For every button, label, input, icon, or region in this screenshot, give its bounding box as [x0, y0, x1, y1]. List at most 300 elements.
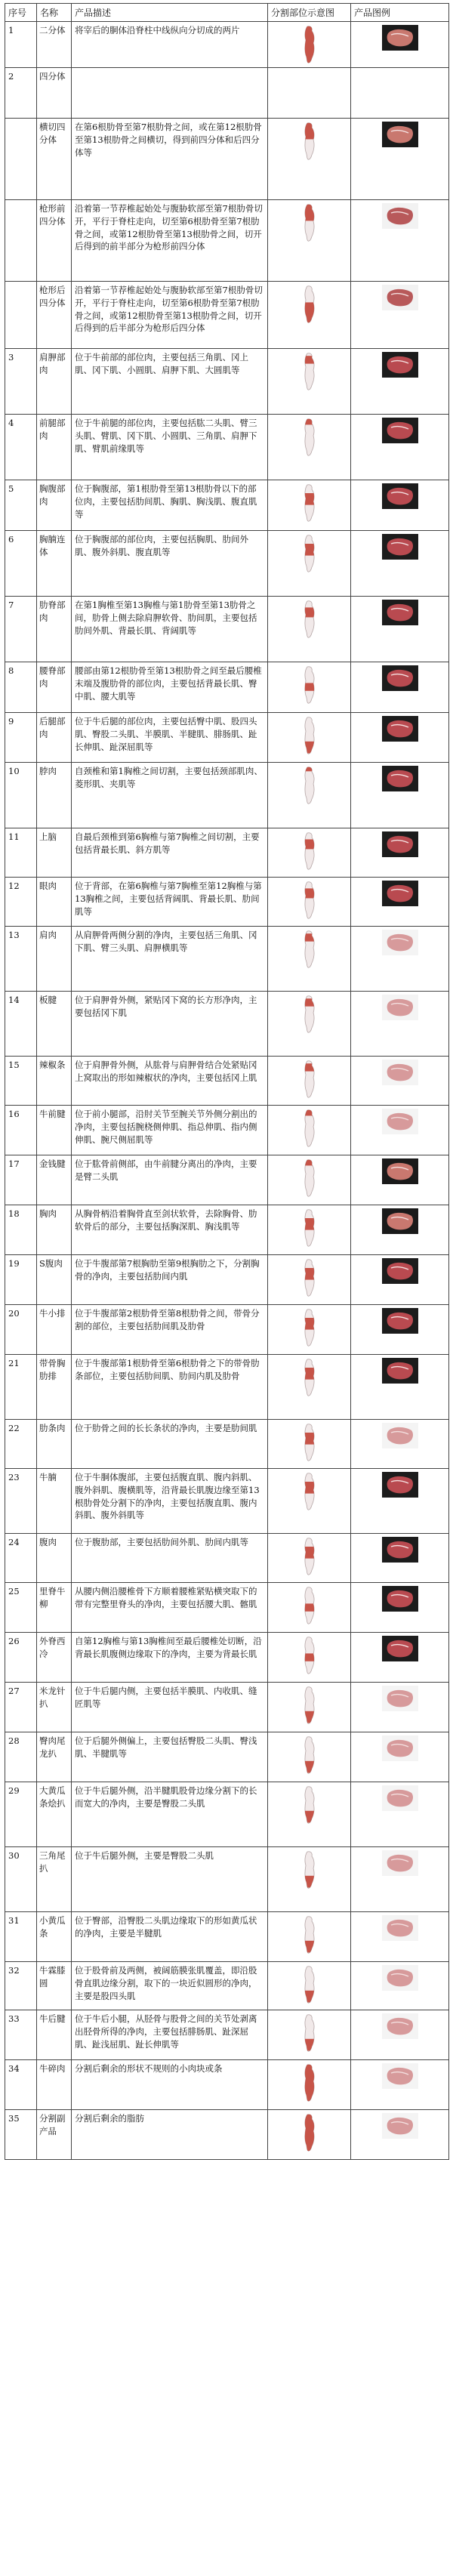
product-image-cell — [351, 1683, 449, 1732]
highlighted-cut-region — [301, 1941, 318, 1953]
row-number: 5 — [5, 480, 37, 531]
table-row — [5, 22, 449, 68]
cut-description: 位于牛后腿外侧，主要是臀股二头肌 — [72, 1847, 268, 1912]
cut-name: 米龙针扒 — [37, 1683, 72, 1732]
cut-description — [72, 68, 268, 119]
product-photo — [382, 1060, 418, 1085]
cut-name: 牛霖膝圆 — [37, 1962, 72, 2010]
row-number: 13 — [5, 927, 37, 992]
header-location-diagram: 分割部位示意图 — [268, 4, 351, 22]
carcass-outline — [304, 767, 313, 804]
location-diagram-cell — [268, 1732, 351, 1782]
row-number: 20 — [5, 1305, 37, 1355]
cut-description: 位于牛腹部第7根胸肋至第9根胸肋之下，分割胸骨的净肉，主要包括肋间内肌 — [72, 1255, 268, 1305]
product-photo — [382, 1208, 418, 1234]
carcass-silhouette — [301, 930, 318, 969]
meat-cut-shape — [387, 126, 412, 143]
highlighted-cut-region — [301, 1158, 318, 1165]
row-number: 26 — [5, 1633, 37, 1683]
meat-cut-shape — [387, 289, 412, 307]
table-row — [5, 1057, 449, 1106]
meat-cut-shape — [387, 1362, 412, 1380]
carcass-silhouette — [301, 665, 318, 705]
row-number: 28 — [5, 1732, 37, 1782]
highlighted-cut-region — [301, 1711, 318, 1723]
meat-cut-shape — [387, 770, 412, 788]
highlighted-cut-region — [301, 933, 318, 941]
product-image-cell — [351, 713, 449, 763]
table-row — [5, 1683, 449, 1732]
location-diagram-cell — [268, 531, 351, 597]
table-row — [5, 1469, 449, 1534]
table-row — [5, 1534, 449, 1583]
carcass-silhouette — [301, 1965, 318, 2004]
table-header-row — [5, 4, 449, 22]
highlighted-cut-region — [301, 742, 318, 754]
highlighted-cut-region — [301, 1991, 318, 2003]
cut-name: 辣椒条 — [37, 1057, 72, 1106]
row-number: 22 — [5, 1420, 37, 1469]
highlighted-cut-region — [301, 1268, 318, 1280]
carcass-silhouette — [301, 881, 318, 920]
row-number — [5, 119, 37, 200]
location-diagram-cell — [268, 1583, 351, 1633]
product-photo — [382, 352, 418, 378]
cut-description: 位于牛腹部第2根肋骨至第8根肋骨之间，带骨分割的部位，主要包括肋间肌及肋骨 — [72, 1305, 268, 1355]
carcass-silhouette — [301, 2013, 318, 2053]
row-number: 8 — [5, 662, 37, 713]
product-photo — [382, 665, 418, 691]
cut-description: 位于胸腹部的部位肉，主要包括胸肌、肋间外肌、腹外斜肌、腹直肌等 — [72, 531, 268, 597]
location-diagram-cell — [268, 1155, 351, 1205]
meat-cut-shape — [387, 720, 412, 738]
carcass-silhouette — [301, 716, 318, 755]
cut-name: 肋条肉 — [37, 1420, 72, 1469]
cut-description: 沿着第一节荐椎起始处与腹胁软部至第7根肋骨切开，平行于脊柱走向，切至第6根肋骨至第7根肋骨之间，或第12根肋骨至第13根肋骨之间，切开后得到的后半部分为枪形后四分体 — [72, 282, 268, 349]
highlighted-cut-region — [301, 1811, 318, 1823]
table-row — [5, 1205, 449, 1255]
row-number: 10 — [5, 763, 37, 828]
cut-name: 牛后腱 — [37, 2010, 72, 2060]
highlighted-cut-region — [301, 889, 318, 899]
highlighted-cut-region — [301, 1654, 318, 1661]
location-diagram-cell — [268, 1420, 351, 1469]
carcass-silhouette — [301, 1850, 318, 1890]
product-image-cell — [351, 1732, 449, 1782]
table-row — [5, 1782, 449, 1847]
highlighted-cut-region — [301, 122, 318, 139]
location-diagram-cell — [268, 597, 351, 662]
carcass-silhouette — [301, 600, 318, 639]
carcass-silhouette — [301, 766, 318, 805]
meat-cut-shape — [387, 1263, 412, 1280]
product-photo — [382, 203, 418, 229]
meat-cut-shape — [387, 670, 412, 687]
meat-cut-shape — [387, 836, 412, 853]
row-number: 31 — [5, 1912, 37, 1962]
carcass-outline — [304, 601, 313, 637]
location-diagram-cell — [268, 713, 351, 763]
table-row — [5, 662, 449, 713]
cut-description: 位于后腿外侧偏上，主要包括臀股二头肌、臀浅肌、半腱肌等 — [72, 1732, 268, 1782]
cut-description: 在第1胸椎至第13胸椎与第1肋骨至第13肋骨之间，肋骨上侧去除肩胛软骨、肋间肌，主要包括肋间外肌、背最长肌、背阔肌等 — [72, 597, 268, 662]
cuts-table-sheet — [5, 3, 448, 2160]
product-image-cell — [351, 282, 449, 349]
product-photo — [382, 1785, 418, 1811]
cut-description: 位于胸腹部，第1根肋骨至第13根肋骨以下的部位肉，主要包括肋间肌、胸肌、胸浅肌、腹直肌等 — [72, 480, 268, 531]
cut-name: 后腿部肉 — [37, 713, 72, 763]
cut-description: 从腰内侧沿腰椎骨下方顺着腰椎紧贴横突取下的带有完整里脊头的净肉，主要包括腰大肌、髂肌 — [72, 1583, 268, 1633]
header-desc: 产品描述 — [72, 4, 268, 22]
product-photo — [382, 1158, 418, 1184]
highlighted-cut-region — [301, 840, 318, 850]
table-row — [5, 1962, 449, 2010]
meat-cut-shape — [387, 208, 412, 225]
cut-description: 位于前小腿部，沿肘关节至腕关节外侧分割出的净肉，主要包括腕桡侧伸肌、指总伸肌、指内侧伸肌、腕尺侧屈肌等 — [72, 1106, 268, 1155]
row-number: 24 — [5, 1534, 37, 1583]
product-photo — [382, 1636, 418, 1661]
location-diagram-cell — [268, 282, 351, 349]
row-number: 15 — [5, 1057, 37, 1106]
product-photo — [382, 716, 418, 742]
meat-cut-shape — [387, 1541, 412, 1559]
row-number: 1 — [5, 22, 37, 68]
beef-cuts-table — [5, 3, 449, 2160]
cut-name: 腹肉 — [37, 1534, 72, 1583]
carcass-silhouette — [301, 122, 318, 161]
highlighted-cut-region — [301, 683, 318, 691]
cut-description: 分割后剩余的脂肪 — [72, 2110, 268, 2160]
highlighted-cut-region — [301, 25, 318, 64]
cut-name: 二分体 — [37, 22, 72, 68]
row-number: 21 — [5, 1355, 37, 1420]
row-number: 2 — [5, 68, 37, 119]
meat-cut-shape — [387, 422, 412, 440]
location-diagram-cell — [268, 1912, 351, 1962]
product-photo — [382, 1423, 418, 1448]
cut-name: 牛碎肉 — [37, 2060, 72, 2110]
highlighted-cut-region — [301, 1547, 318, 1559]
product-image-cell — [351, 22, 449, 68]
location-diagram-cell — [268, 2060, 351, 2110]
table-row — [5, 119, 449, 200]
table-row — [5, 282, 449, 349]
meat-cut-shape — [387, 999, 412, 1017]
product-photo — [382, 1686, 418, 1711]
cut-description: 在第6根肋骨至第7根肋骨之间，或在第12根肋骨至第13根肋骨之间横切，得到前四分体和后四分体等 — [72, 119, 268, 200]
table-row — [5, 1305, 449, 1355]
carcass-silhouette — [301, 1308, 318, 1347]
location-diagram-cell — [268, 2110, 351, 2160]
carcass-silhouette — [301, 1785, 318, 1825]
product-image-cell — [351, 349, 449, 415]
product-image-cell — [351, 927, 449, 992]
product-image-cell — [351, 1534, 449, 1583]
table-row — [5, 1155, 449, 1205]
location-diagram-cell — [268, 927, 351, 992]
meat-cut-shape — [387, 2118, 412, 2135]
product-image-cell — [351, 1469, 449, 1534]
table-row — [5, 2110, 449, 2160]
meat-cut-shape — [387, 885, 412, 902]
cut-description: 沿着第一节荐椎起始处与腹胁软部至第7根肋骨切开，平行于脊柱走向，切至第6根肋骨至第7根肋骨之间，或第12根肋骨至第13根肋骨之间，切开后得到的前半部分为枪形前四分体 — [72, 200, 268, 282]
meat-cut-shape — [387, 1064, 412, 1081]
cut-name: 肩胛部肉 — [37, 349, 72, 415]
table-row — [5, 2010, 449, 2060]
cut-description: 将宰后的胴体沿脊柱中线纵向分切成的两片 — [72, 22, 268, 68]
product-photo — [382, 1965, 418, 1991]
row-number: 9 — [5, 713, 37, 763]
cut-name: 四分体 — [37, 68, 72, 119]
highlighted-cut-region — [301, 1318, 318, 1330]
header-name: 名称 — [37, 4, 72, 22]
carcass-silhouette — [301, 1915, 318, 1954]
table-row — [5, 2060, 449, 2110]
row-number: 18 — [5, 1205, 37, 1255]
cut-description: 位于牛后腿内侧，主要包括半膜肌、内收肌、缝匠肌等 — [72, 1683, 268, 1732]
cut-description: 腰部由第12根肋骨至第13根肋骨之间至最后腰椎末端及腹肋骨的部位肉，主要包括背最长肌、臀中肌、腰大肌等 — [72, 662, 268, 713]
row-number — [5, 200, 37, 282]
product-photo — [382, 1735, 418, 1761]
carcass-silhouette — [301, 1537, 318, 1576]
cut-description: 从肩胛骨两侧分割的净肉，主要包括三角肌、冈下肌、臂三头肌、肩胛横肌等 — [72, 927, 268, 992]
product-image-cell — [351, 1106, 449, 1155]
cut-name: 大黄瓜条烩扒 — [37, 1782, 72, 1847]
cut-description: 位于牛胴体腹部，主要包括腹直肌、腹内斜肌、腹外斜肌、腹横肌等，沿背最长肌腹边缘至第13根肋骨处分割下的净肉，主要包括腹直肌、腹内斜肌、腹外斜肌等 — [72, 1469, 268, 1534]
table-row — [5, 349, 449, 415]
product-photo — [382, 1258, 418, 1284]
meat-cut-shape — [387, 604, 412, 622]
carcass-silhouette — [301, 418, 318, 457]
cut-description: 位于肩胛骨外侧，紧贴冈下窝的长方形净肉，主要包括冈下肌 — [72, 992, 268, 1057]
highlighted-cut-region — [301, 303, 318, 325]
carcass-silhouette — [301, 1636, 318, 1675]
cut-description: 分割后剩余的形状不规则的小肉块或条 — [72, 2060, 268, 2110]
cut-name: 枪形后四分体 — [37, 282, 72, 349]
row-number: 30 — [5, 1847, 37, 1912]
product-photo — [382, 483, 418, 509]
meat-cut-shape — [387, 934, 412, 952]
location-diagram-cell — [268, 992, 351, 1057]
row-number: 11 — [5, 828, 37, 878]
meat-cut-shape — [387, 356, 412, 374]
product-photo — [382, 930, 418, 955]
carcass-silhouette — [301, 831, 318, 871]
product-image-cell — [351, 597, 449, 662]
carcass-outline — [304, 833, 313, 869]
product-photo — [382, 881, 418, 906]
product-photo — [382, 1472, 418, 1498]
table-row — [5, 480, 449, 531]
product-image-cell — [351, 480, 449, 531]
meat-cut-shape — [387, 1313, 412, 1330]
highlighted-cut-region — [301, 608, 318, 618]
product-image-cell — [351, 1847, 449, 1912]
meat-cut-shape — [387, 1163, 412, 1180]
cut-description: 位于臀部，沿臀股二头肌边缘取下的形如黄瓜状的净肉，主要是半腱肌 — [72, 1912, 268, 1962]
table-row — [5, 200, 449, 282]
table-row — [5, 763, 449, 828]
cut-name: 眼肉 — [37, 878, 72, 927]
carcass-silhouette — [301, 352, 318, 391]
product-photo — [382, 285, 418, 310]
highlighted-cut-region — [301, 418, 318, 424]
location-diagram-cell — [268, 1683, 351, 1732]
product-photo — [382, 1358, 418, 1384]
highlighted-cut-region — [301, 766, 318, 771]
row-number: 34 — [5, 2060, 37, 2110]
meat-cut-shape — [387, 1790, 412, 1807]
highlighted-cut-region — [301, 998, 318, 1006]
location-diagram-cell — [268, 1962, 351, 2010]
meat-cut-shape — [387, 1113, 412, 1131]
cut-name: 外脊西冷 — [37, 1633, 72, 1683]
row-number: 23 — [5, 1469, 37, 1534]
meat-cut-shape — [387, 1640, 412, 1658]
table-row — [5, 68, 449, 119]
carcass-silhouette — [301, 1472, 318, 1511]
row-number: 12 — [5, 878, 37, 927]
meat-cut-shape — [387, 29, 412, 47]
product-image-cell — [351, 2010, 449, 2060]
product-image-cell — [351, 1633, 449, 1683]
location-diagram-cell — [268, 763, 351, 828]
cut-name: 臀肉尾龙扒 — [37, 1732, 72, 1782]
product-image-cell — [351, 1305, 449, 1355]
cut-description: 位于牛后腿外侧，沿半腱肌股骨边缘分割下的长而宽大的净肉，主要是臀股二头肌 — [72, 1782, 268, 1847]
product-image-cell — [351, 992, 449, 1057]
meat-cut-shape — [387, 488, 412, 505]
carcass-silhouette — [301, 1109, 318, 1148]
table-row — [5, 1355, 449, 1420]
table-body — [5, 22, 449, 2160]
product-photo — [382, 534, 418, 560]
location-diagram-cell — [268, 878, 351, 927]
carcass-silhouette — [301, 1358, 318, 1397]
row-number: 25 — [5, 1583, 37, 1633]
location-diagram-cell — [268, 68, 351, 119]
carcass-silhouette — [301, 483, 318, 523]
cut-name: 牛腩 — [37, 1469, 72, 1534]
cut-description: 自颈椎和第1胸椎之间切割，主要包括颈部肌肉、菱形肌、夹肌等 — [72, 763, 268, 828]
table-row — [5, 1255, 449, 1305]
highlighted-cut-region — [301, 203, 318, 221]
table-row — [5, 1420, 449, 1469]
carcass-silhouette — [301, 1586, 318, 1625]
cut-description: 位于牛后小腿，从胫骨与股骨之间的关节处剥离出胫骨所得的净肉，主要包括腓肠肌、趾深屈肌、趾浅屈肌、趾长伸肌等 — [72, 2010, 268, 2060]
table-row — [5, 927, 449, 992]
header-product-image: 产品图例 — [351, 4, 449, 22]
meat-cut-shape — [387, 1213, 412, 1230]
product-image-cell — [351, 1583, 449, 1633]
cut-name: 胸腩连体 — [37, 531, 72, 597]
row-number: 33 — [5, 2010, 37, 2060]
cut-description: 位于腹肋部，主要包括肋间外肌、肋间内肌等 — [72, 1534, 268, 1583]
highlighted-cut-region — [301, 2039, 318, 2051]
cut-name: 枪形前四分体 — [37, 200, 72, 282]
cut-name: 三角尾扒 — [37, 1847, 72, 1912]
location-diagram-cell — [268, 22, 351, 68]
table-row — [5, 1633, 449, 1683]
row-number: 17 — [5, 1155, 37, 1205]
location-diagram-cell — [268, 119, 351, 200]
cut-description: 位于肩胛骨外侧，从肱骨与肩胛骨结合处紧贴冈上窝取出的形如辣椒状的净肉，主要包括冈上肌 — [72, 1057, 268, 1106]
product-image-cell — [351, 2060, 449, 2110]
cut-description: 位于牛腹部第1根肋骨至第6根肋骨之下的带骨肋条部位，主要包括肋间肌、肋间内肌及肋骨 — [72, 1355, 268, 1420]
product-photo — [382, 766, 418, 791]
product-image-cell — [351, 763, 449, 828]
cut-name: 小黄瓜条 — [37, 1912, 72, 1962]
cut-description: 位于股骨前及两侧，被阔筋膜张肌覆盖，即沿股骨直肌边缘分割，取下的一块近似圆形的净肉，主要是股四头肌 — [72, 1962, 268, 2010]
highlighted-cut-region — [301, 1063, 318, 1071]
meat-cut-shape — [387, 1427, 412, 1445]
product-photo — [382, 1537, 418, 1563]
product-photo — [382, 2113, 418, 2139]
carcass-silhouette — [301, 2113, 318, 2152]
location-diagram-cell — [268, 662, 351, 713]
meat-cut-shape — [387, 1590, 412, 1608]
meat-cut-shape — [387, 1855, 412, 1872]
table-row — [5, 531, 449, 597]
meat-cut-shape — [387, 1476, 412, 1494]
product-image-cell — [351, 662, 449, 713]
location-diagram-cell — [268, 1847, 351, 1912]
location-diagram-cell — [268, 828, 351, 878]
product-photo — [382, 25, 418, 51]
cut-name: 肩肉 — [37, 927, 72, 992]
row-number: 32 — [5, 1962, 37, 2010]
cut-name: 牛小排 — [37, 1305, 72, 1355]
highlighted-cut-region — [301, 2113, 318, 2152]
cut-name: 肋脊部肉 — [37, 597, 72, 662]
carcass-silhouette — [301, 285, 318, 324]
table-row — [5, 415, 449, 480]
highlighted-cut-region — [301, 493, 318, 505]
product-photo — [382, 1308, 418, 1334]
highlighted-cut-region — [301, 1761, 318, 1773]
highlighted-cut-region — [301, 1368, 318, 1380]
carcass-silhouette — [301, 1158, 318, 1198]
product-photo — [382, 1915, 418, 1941]
table-row — [5, 992, 449, 1057]
cut-description: 位于牛前部的部位肉，主要包括三角肌、冈上肌、冈下肌、小圆肌、肩胛下肌、大圆肌等 — [72, 349, 268, 415]
product-photo — [382, 600, 418, 625]
product-image-cell — [351, 828, 449, 878]
location-diagram-cell — [268, 2010, 351, 2060]
carcass-silhouette — [301, 1686, 318, 1725]
product-image-cell — [351, 1782, 449, 1847]
row-number: 19 — [5, 1255, 37, 1305]
cut-name: 板腱 — [37, 992, 72, 1057]
table-row — [5, 828, 449, 878]
product-image-cell — [351, 1912, 449, 1962]
row-number: 27 — [5, 1683, 37, 1732]
highlighted-cut-region — [301, 1433, 318, 1445]
table-row — [5, 1106, 449, 1155]
carcass-silhouette — [301, 1060, 318, 1099]
highlighted-cut-region — [301, 544, 318, 556]
product-photo — [382, 2013, 418, 2039]
table-row — [5, 597, 449, 662]
cut-name: 前腿部肉 — [37, 415, 72, 480]
row-number: 3 — [5, 349, 37, 415]
table-row — [5, 713, 449, 763]
product-photo — [382, 831, 418, 857]
cut-name: 牛前腱 — [37, 1106, 72, 1155]
highlighted-cut-region — [301, 1876, 318, 1888]
table-row — [5, 878, 449, 927]
location-diagram-cell — [268, 1305, 351, 1355]
